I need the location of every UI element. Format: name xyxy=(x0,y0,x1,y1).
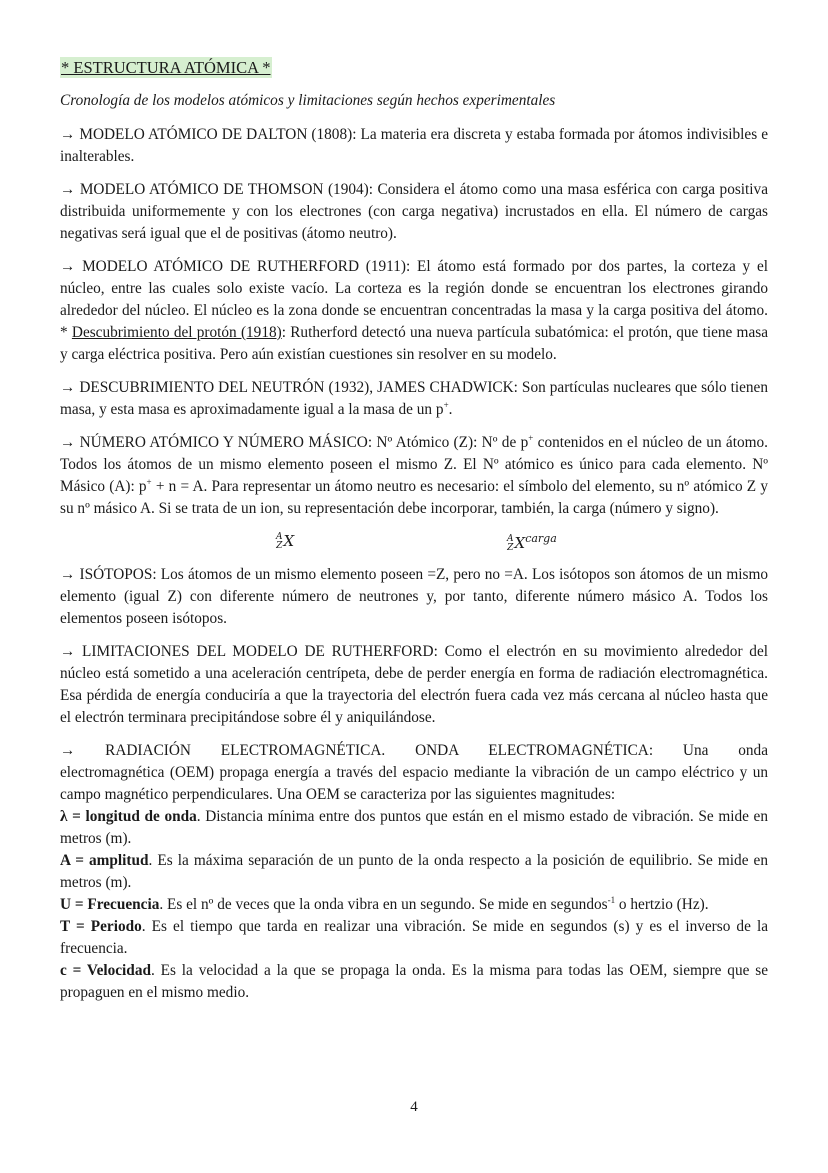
magnitude-frequency xyxy=(60,894,768,916)
numbers-sup-2: + xyxy=(146,477,152,487)
neutral-stack xyxy=(276,533,283,551)
section-neutron xyxy=(60,377,768,421)
neutral-atom-formula xyxy=(276,532,294,551)
velocity-term: c = Velocidad xyxy=(60,962,151,979)
atomic-number: Z xyxy=(276,541,283,551)
magnitude-wavelength xyxy=(60,806,768,850)
section-isotopes: → ISÓTOPOS: Los átomos de un mismo elemento poseen =Z, pero no =A. Los isótopos son átomos de un mismo elemento (igual Z) con diferente número de neutrones y, por tanto, diferente número másico A. Todos los elementos poseen isótopos. xyxy=(60,566,768,627)
proton-discovery-label: Descubrimiento del protón (1918) xyxy=(71,324,282,341)
numbers-text-1: → NÚMERO ATÓMICO Y NÚMERO MÁSICO: Nº Atómico (Z): Nº de p xyxy=(60,434,529,451)
numbers-text-2: contenidos en el núcleo de un átomo. Todos los átomos de un mismo elemento poseen el mismo Z. El Nº atómico es único para cada elemento. Nº Másico (A): p xyxy=(60,434,768,495)
numbers-text-3: + n = A. Para representar un átomo neutro es necesario: el símbolo del elemento, su nº atómico Z y su nº másico A. Si se trata de un ion, su representación debe incorporar, también, la carga (número y signo). xyxy=(60,478,768,517)
radiation-heading: → RADIACIÓN ELECTROMAGNÉTICA. ONDA ELECTROMAGNÉTICA: Una onda xyxy=(60,742,768,759)
ion-atomic-number: Z xyxy=(507,543,514,553)
numbers-sup-1: + xyxy=(528,433,534,443)
section-dalton: → MODELO ATÓMICO DE DALTON (1808): La materia era discreta y estaba formada por átomos indivisibles e inalterables. xyxy=(60,126,768,165)
rutherford-text-end: : Rutherford detectó una nueva partícula subatómica: el protón, que tiene masa y carga eléctrica positiva. Pero aún existían cuestiones sin resolver en su modelo. xyxy=(60,324,768,363)
page-subtitle: Cronología de los modelos atómicos y limitaciones según hechos experimentales xyxy=(60,92,556,109)
section-rutherford xyxy=(60,256,768,366)
radiation-body: electromagnética (OEM) propaga energía a través del espacio mediante la vibración de un campo eléctrico y un campo magnético perpendiculares. Una OEM se caracteriza por las siguientes magnitudes: xyxy=(60,764,768,803)
frequency-desc-1: . Es el nº de veces que la onda vibra en un segundo. Se mide en segundos xyxy=(159,896,608,913)
period-desc: . Es el tiempo que tarda en realizar una vibración. Se mide en segundos (s) y es el inverso de la frecuencia. xyxy=(60,918,768,957)
ion-mass-number: A xyxy=(507,534,514,544)
nuclide-formulas xyxy=(60,526,768,560)
section-thomson: → MODELO ATÓMICO DE THOMSON (1904): Considera el átomo como una masa esférica con carga positiva distribuida uniformemente y con los electrones (con carga negativa) incrustados en ella. El número de cargas negativas será igual que el de positivas (átomo neutro). xyxy=(60,181,768,242)
amplitude-desc: . Es la máxima separación de un punto de la onda respecto a la posición de equilibrio. Se mide en metros (m). xyxy=(60,852,768,891)
mass-number: A xyxy=(276,532,283,542)
wavelength-desc: . Distancia mínima entre dos puntos que están en el mismo estado de vibración. Se mide en metros (m). xyxy=(60,808,768,847)
magnitude-amplitude xyxy=(60,850,768,894)
title-block xyxy=(60,57,768,80)
ion-element-symbol: X xyxy=(514,534,526,552)
magnitude-period xyxy=(60,916,768,960)
amplitude-term: A = amplitud xyxy=(60,852,149,869)
section-limitations: → LIMITACIONES DEL MODELO DE RUTHERFORD: Como el electrón en su movimiento alrededor del núcleo está sometido a una aceleración centrípeta, debe de perder energía en forma de radiación electromagnética. Esa pérdida de energía conduciría a que la trayectoria del electrón fuera cada vez más cercana al núcleo hasta que el electrón terminara precipitándose sobre él y aniquilándose. xyxy=(60,643,768,726)
frequency-term: U = Frecuencia xyxy=(60,896,160,913)
wave-magnitudes xyxy=(60,806,768,1004)
ion-charge: carga xyxy=(525,532,557,545)
neutron-text-end: . xyxy=(448,401,453,418)
magnitude-velocity xyxy=(60,960,768,1004)
page-title: * ESTRUCTURA ATÓMICA * xyxy=(61,58,271,77)
velocity-desc: . Es la velocidad a la que se propaga la onda. Es la misma para todas las OEM, siempre que se propaguen en el mismo medio. xyxy=(60,962,768,1001)
proton-charge-sup: + xyxy=(443,400,449,410)
period-term: T = Periodo xyxy=(60,918,142,935)
ion-formula xyxy=(507,532,557,553)
element-symbol: X xyxy=(283,532,295,550)
section-atomic-numbers xyxy=(60,432,768,520)
page-number: 4 xyxy=(410,1099,418,1115)
frequency-sup: -1 xyxy=(607,895,616,905)
page-content xyxy=(60,57,768,1004)
ion-stack xyxy=(507,535,514,553)
frequency-desc-2: o hertzio (Hz). xyxy=(615,896,709,913)
rutherford-text-start: → MODELO ATÓMICO DE RUTHERFORD (1911): El átomo está formado por dos partes, la corteza y el núcleo, entre las cuales solo existe vacío. La corteza es la región donde se encuentran los electrones girando alrededor del núcleo. El núcleo es la zona donde se encuentran concentradas la masa y la carga positiva del átomo. * xyxy=(60,258,768,341)
neutron-text: → DESCUBRIMIENTO DEL NEUTRÓN (1932), JAMES CHADWICK: Son partículas nucleares que sólo tienen masa, y esta masa es aproximadamente igual a la masa de un p xyxy=(60,379,768,418)
wavelength-term: λ = longitud de onda xyxy=(60,808,197,825)
